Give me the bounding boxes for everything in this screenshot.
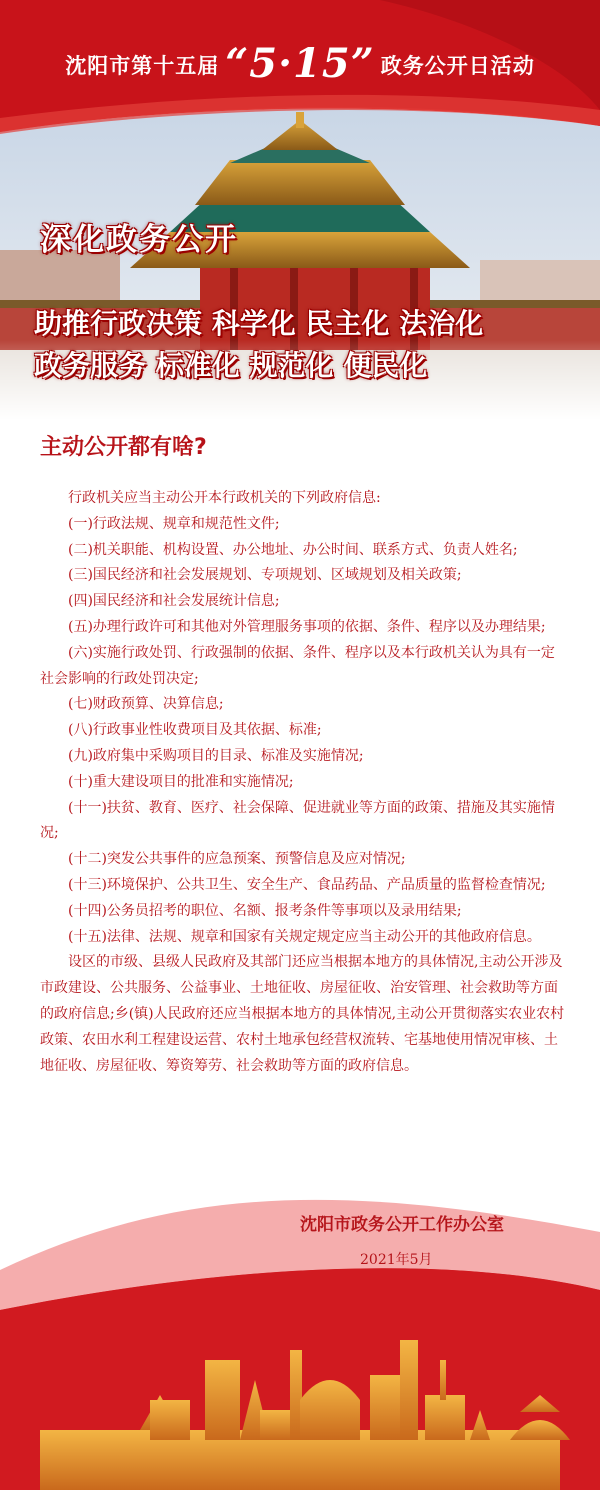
header-highlight: “5·15”	[225, 40, 375, 87]
header-prefix: 沈阳市第十五届	[65, 54, 220, 78]
paragraph: (六)实施行政处罚、行政强制的依据、条件、程序以及本行政机关认为具有一定社会影响的行政处罚决定;	[40, 644, 555, 687]
paragraph: (七)财政预算、决算信息;	[68, 696, 224, 713]
paragraph: (九)政府集中采购项目的目录、标准及实施情况;	[68, 747, 364, 764]
paragraph: (一)行政法规、规章和规范性文件;	[68, 515, 280, 532]
paragraph: (十一)扶贫、教育、医疗、社会保障、促进就业等方面的政策、措施及其实施情况;	[40, 799, 555, 842]
header-title	[0, 40, 600, 87]
paragraph: (十二)突发公共事件的应急预案、预警信息及应对情况;	[68, 851, 406, 868]
paragraph: (四)国民经济和社会发展统计信息;	[68, 593, 280, 610]
paragraph: (八)行政事业性收费项目及其依据、标准;	[68, 722, 322, 739]
main-content	[40, 430, 566, 1079]
footer-org: 沈阳市政务公开工作办公室	[300, 1215, 504, 1235]
footer-date: 2021年5月	[360, 1252, 433, 1268]
section-title: 主动公开都有啥?	[40, 435, 207, 460]
paragraph: 设区的市级、县级人民政府及其部门还应当根据本地方的具体情况,主动公开涉及市政建设、公共服务、公益事业、土地征收、房屋征收、治安管理、社会救助等方面的政府信息;乡(镇)人民政府还应当根据本地方的具体情况,主动公开贯彻落实农业农村政策、农田水利工程建设运营、农村土地承包经营权流转、宅基地使用情况审核、土地征收、房屋征收、筹资筹劳、社会救助等方面的政府信息。	[40, 954, 565, 1074]
paragraph: (三)国民经济和社会发展规划、专项规划、区域规划及相关政策;	[68, 567, 462, 584]
slogan-line-2: 助推行政决策 科学化 民主化 法治化	[34, 307, 484, 340]
slogan-line-3: 政务服务 标准化 规范化 便民化	[34, 349, 428, 382]
paragraph: (十三)环境保护、公共卫生、安全生产、食品药品、产品质量的监督检查情况;	[68, 876, 546, 893]
header-suffix: 政务公开日活动	[380, 54, 535, 78]
slogan-line-1: 深化政务公开	[40, 222, 238, 258]
paragraph: (五)办理行政许可和其他对外管理服务事项的依据、条件、程序以及办理结果;	[68, 618, 546, 635]
paragraph: 行政机关应当主动公开本行政机关的下列政府信息:	[68, 490, 381, 506]
paragraph: (十)重大建设项目的批准和实施情况;	[68, 773, 294, 790]
paragraph: (二)机关职能、机构设置、办公地址、办公时间、联系方式、负责人姓名;	[68, 541, 518, 558]
paragraph: (十四)公务员招考的职位、名额、报考条件等事项以及录用结果;	[68, 902, 462, 919]
paragraph: (十五)法律、法规、规章和国家有关规定规定应当主动公开的其他政府信息。	[68, 928, 541, 945]
